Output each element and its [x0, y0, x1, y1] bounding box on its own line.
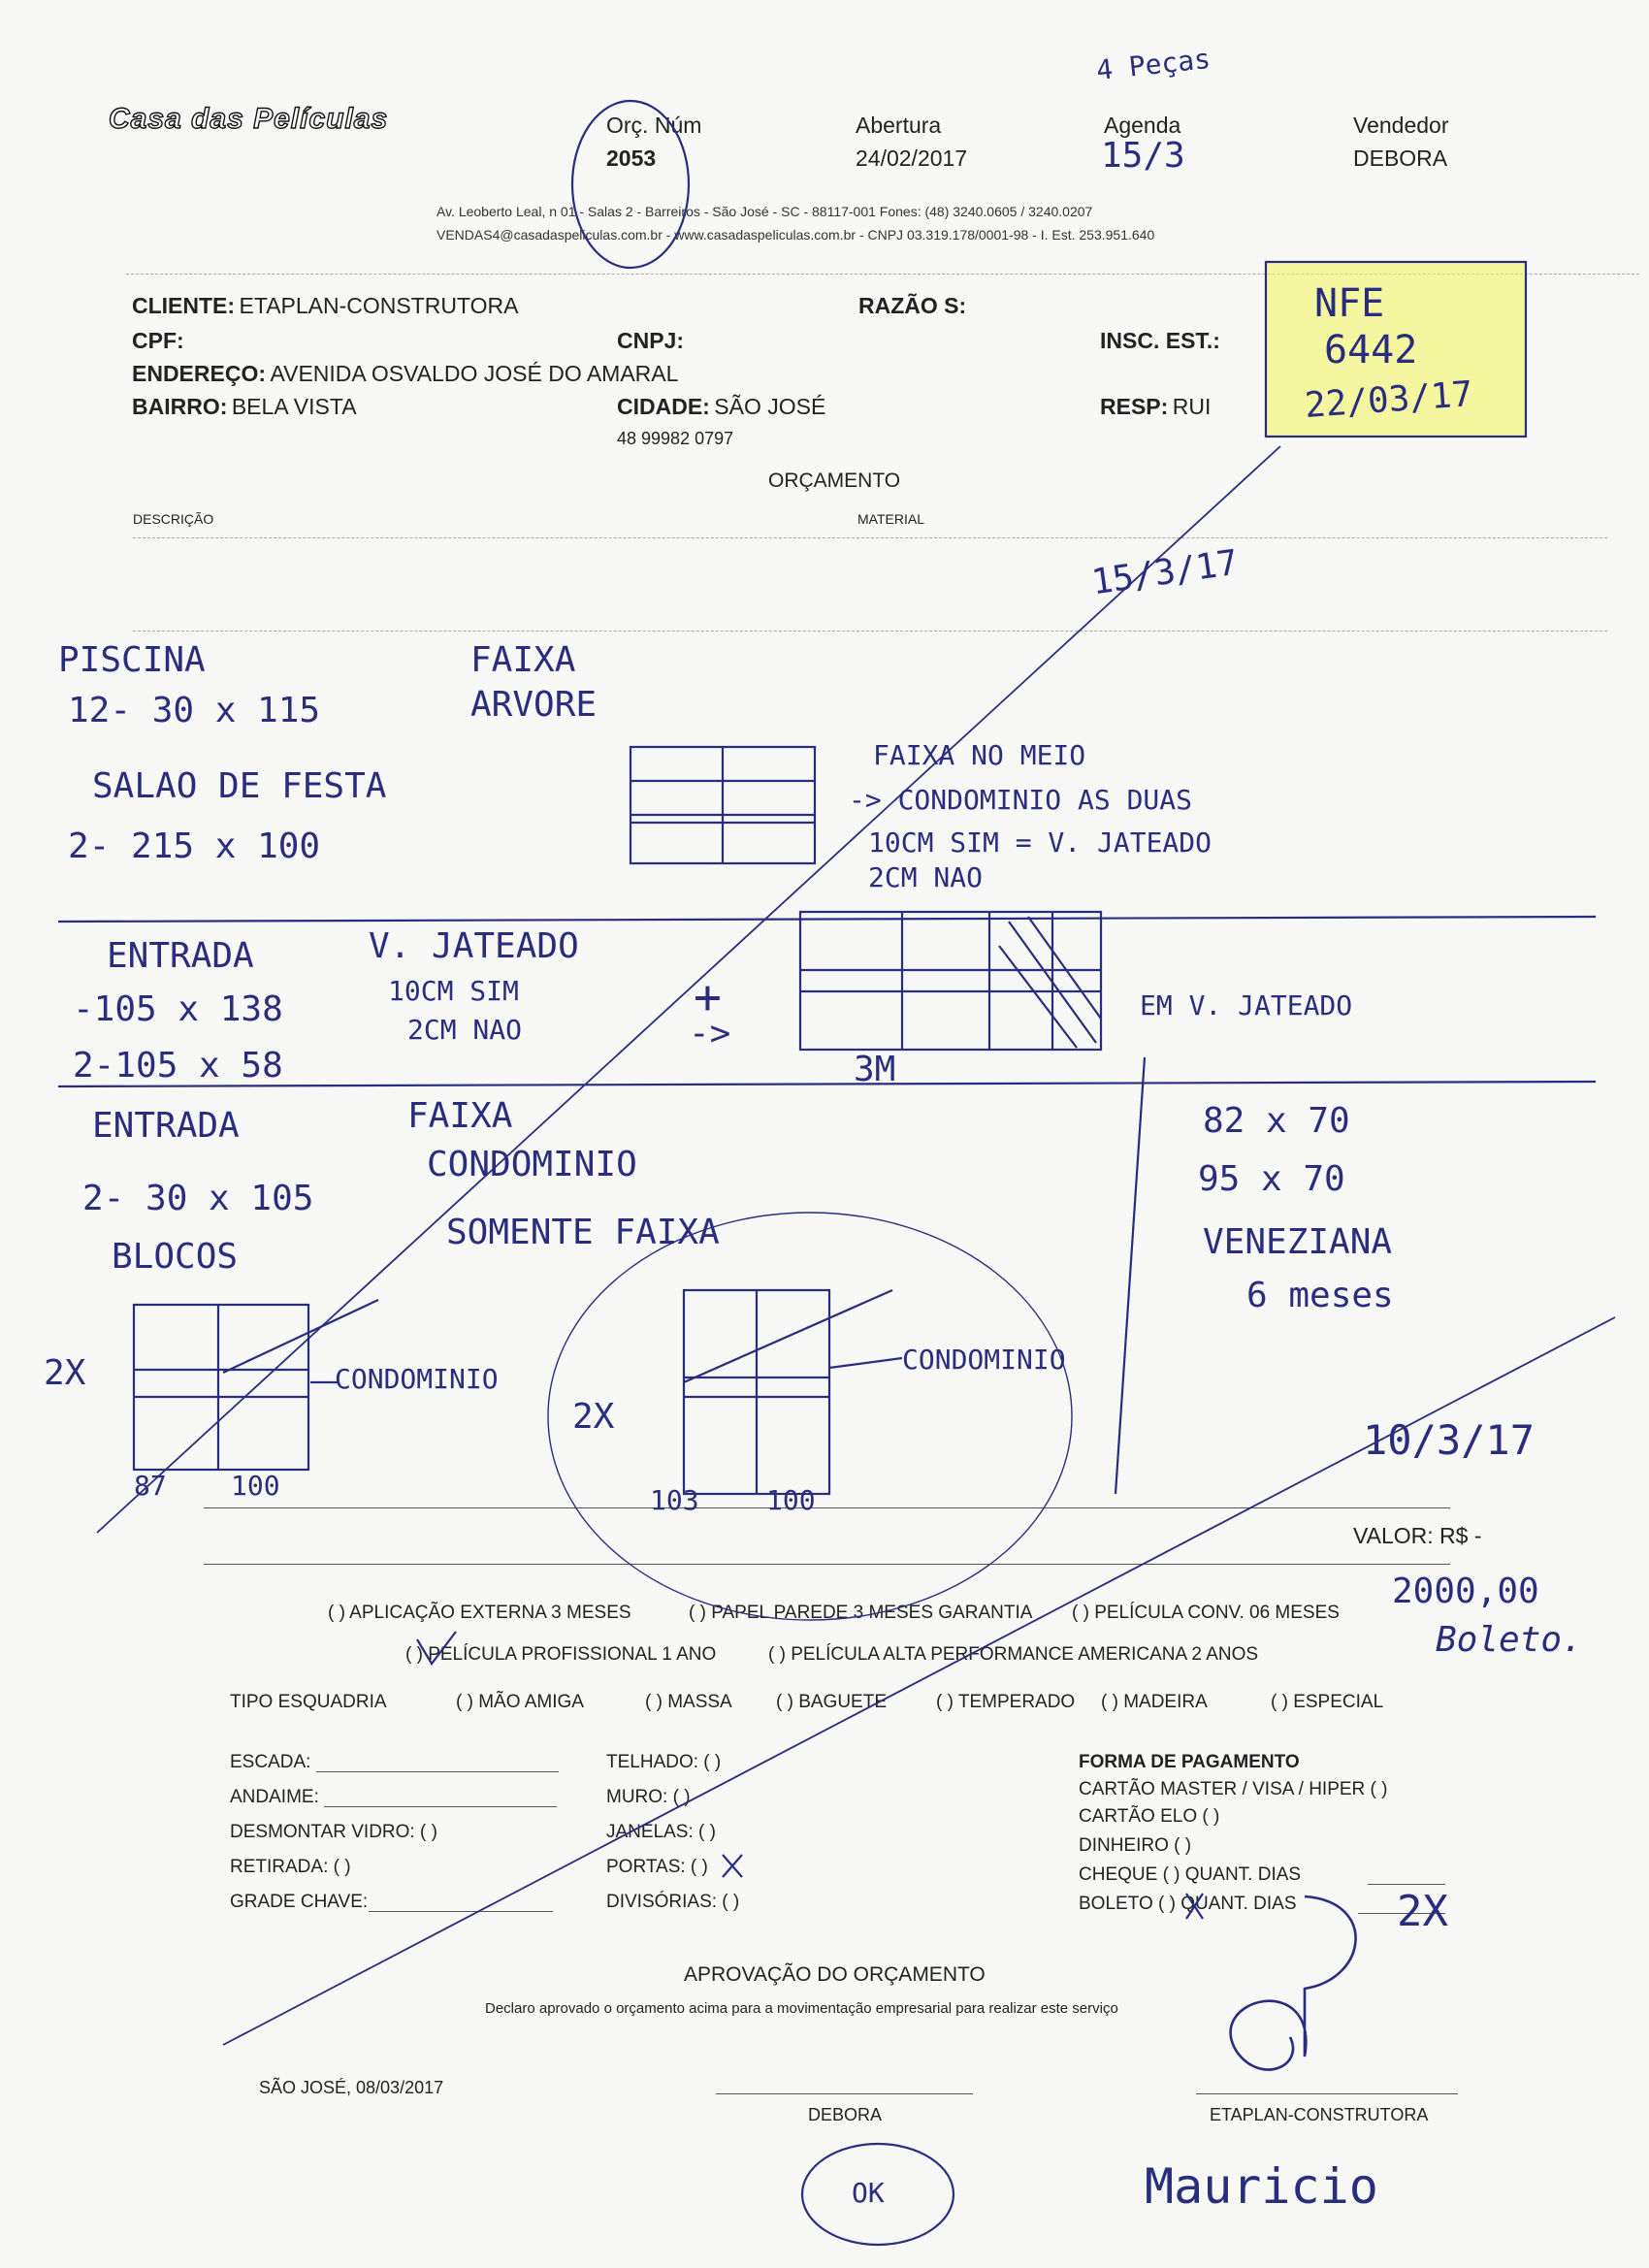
- hw-sep-2: [58, 1082, 1596, 1086]
- hw-agenda-date: 15/3: [1101, 136, 1185, 176]
- cidade-label: CIDADE:: [617, 394, 710, 419]
- hw-cond-left: CONDOMINIO: [335, 1363, 499, 1395]
- insc-label: INSC. EST.:: [1100, 328, 1220, 353]
- hw-cond-right: CONDOMINIO: [902, 1344, 1066, 1376]
- entrada-diagram: [800, 912, 1101, 1050]
- bairro-value: BELA VISTA: [231, 394, 357, 419]
- hw-faixa-2: FAIXA: [407, 1096, 513, 1136]
- hw-note-2: -> CONDOMINIO AS DUAS: [849, 784, 1193, 816]
- opt-papel-parede[interactable]: ( ) PAPEL PAREDE 3 MESES GARANTIA: [689, 1603, 1033, 1623]
- hw-signature-name: Mauricio: [1145, 2158, 1378, 2215]
- hw-entrada-1: ENTRADA: [107, 936, 254, 976]
- opt-pelicula-conv[interactable]: ( ) PELÍCULA CONV. 06 MESES: [1072, 1603, 1340, 1623]
- desmontar-vidro-field[interactable]: DESMONTAR VIDRO: ( ): [230, 1822, 437, 1842]
- retirada-field[interactable]: RETIRADA: ( ): [230, 1857, 351, 1877]
- hw-nfe-date: 22/03/17: [1303, 374, 1474, 426]
- company-address: Av. Leoberto Leal, n 01 - Salas 2 - Barreiros - São José - SC - 88117-001 Fones: (48) 3240.0605 / 3240.0207: [436, 204, 1093, 219]
- hw-plus: +: [694, 970, 722, 1024]
- pay-cartao-elo[interactable]: CARTÃO ELO ( ): [1079, 1806, 1220, 1827]
- tipo-massa[interactable]: ( ) MASSA: [645, 1692, 732, 1712]
- vendedor-label: Vendedor: [1353, 113, 1449, 138]
- abertura-label: Abertura: [856, 113, 942, 138]
- approval-title: APROVAÇÃO DO ORÇAMENTO: [684, 1963, 986, 1986]
- abertura-date: 24/02/2017: [856, 146, 968, 171]
- client-signature-name: ETAPLAN-CONSTRUTORA: [1210, 2105, 1429, 2124]
- muro-field[interactable]: MURO: ( ): [606, 1787, 691, 1807]
- hw-dim-d: 82 x 70: [1203, 1101, 1350, 1141]
- pay-cartao-master[interactable]: CARTÃO MASTER / VISA / HIPER ( ): [1079, 1779, 1388, 1799]
- hw-date-2: 10/3/17: [1363, 1416, 1536, 1464]
- hw-note-1: FAIXA NO MEIO: [873, 739, 1086, 771]
- cliente-label: CLIENTE:: [132, 293, 236, 318]
- tipo-mao-amiga[interactable]: ( ) MÃO AMIGA: [456, 1692, 584, 1712]
- cnpj-label: CNPJ:: [617, 328, 685, 353]
- resp-label: RESP:: [1100, 394, 1169, 419]
- escada-field[interactable]: ESCADA:: [230, 1752, 311, 1772]
- endereco-label: ENDEREÇO:: [132, 361, 267, 386]
- approval-text: Declaro aprovado o orçamento acima para a movimentação empresarial para realizar este serviço: [485, 2000, 1118, 2017]
- client-phone: 48 99982 0797: [617, 429, 734, 448]
- hw-nfe: NFE: [1314, 281, 1385, 326]
- hw-valor: 2000,00: [1392, 1571, 1539, 1611]
- hw-date-1: 15/3/17: [1088, 542, 1241, 603]
- material-label: MATERIAL: [857, 511, 924, 527]
- bairro-label: BAIRRO:: [132, 394, 228, 419]
- hw-boleto: Boleto.: [1436, 1620, 1583, 1660]
- hw-pecas: 4 Peças: [1094, 42, 1212, 87]
- hw-nfe-num: 6442: [1324, 328, 1418, 373]
- janelas-field[interactable]: JANELAS: ( ): [606, 1822, 716, 1842]
- hw-dim-e: 95 x 70: [1198, 1159, 1345, 1199]
- hw-m100a: 100: [231, 1470, 280, 1502]
- telhado-field[interactable]: TELHADO: ( ): [606, 1752, 722, 1772]
- hw-em-vj: EM V. JATEADO: [1140, 989, 1353, 1021]
- orcamento-title: ORÇAMENTO: [768, 470, 901, 492]
- brand-logo: Casa das Películas: [109, 103, 389, 135]
- hw-condominio: CONDOMINIO: [427, 1145, 637, 1184]
- bloco-diagram-left: [134, 1305, 308, 1470]
- hw-salao: SALAO DE FESTA: [92, 766, 387, 806]
- tipo-madeira[interactable]: ( ) MADEIRA: [1101, 1692, 1208, 1712]
- vendedor-name: DEBORA: [1353, 146, 1448, 171]
- hw-somente-faixa: SOMENTE FAIXA: [446, 1213, 720, 1252]
- cliente-value: ETAPLAN-CONSTRUTORA: [239, 293, 519, 318]
- hw-dim-a: -105 x 138: [73, 989, 283, 1029]
- opt-pelicula-alta-performance[interactable]: ( ) PELÍCULA ALTA PERFORMANCE AMERICANA 2 ANOS: [768, 1644, 1259, 1665]
- hw-connector: [1116, 1057, 1145, 1494]
- grade-chave-field[interactable]: GRADE CHAVE:: [230, 1892, 369, 1912]
- hatch-lines: [999, 917, 1101, 1048]
- opt-pelicula-profissional[interactable]: ( ) PELÍCULA PROFISSIONAL 1 ANO: [405, 1644, 717, 1665]
- hw-piscina-dim: 12- 30 x 115: [68, 691, 321, 730]
- check-profissional: [417, 1632, 456, 1664]
- pay-dinheiro[interactable]: DINHEIRO ( ): [1079, 1835, 1192, 1856]
- hw-note-3: 10CM SIM = V. JATEADO: [868, 826, 1212, 859]
- hw-entrada-2: ENTRADA: [92, 1106, 240, 1146]
- razao-label: RAZÃO S:: [858, 293, 967, 318]
- hw-seis-meses: 6 meses: [1246, 1276, 1394, 1315]
- hw-dim-c: 2- 30 x 105: [82, 1179, 314, 1218]
- orc-number: 2053: [606, 146, 657, 171]
- order-circle: [572, 101, 689, 268]
- client-signature-scribble: [1231, 1896, 1356, 2070]
- hw-m103: 103: [650, 1484, 699, 1516]
- tipo-especial[interactable]: ( ) ESPECIAL: [1271, 1692, 1384, 1712]
- hw-sep-1: [58, 917, 1596, 922]
- check-portas: [723, 1855, 742, 1877]
- hw-2x-right: 2X: [572, 1397, 615, 1437]
- cpf-label: CPF:: [132, 328, 184, 353]
- hw-arvore: ARVORE: [470, 685, 598, 725]
- portas-field[interactable]: PORTAS: ( ): [606, 1857, 708, 1877]
- tipo-baguete[interactable]: ( ) BAGUETE: [776, 1692, 888, 1712]
- endereco-value: AVENIDA OSVALDO JOSÉ DO AMARAL: [270, 361, 679, 386]
- pay-cheque[interactable]: CHEQUE ( ) QUANT. DIAS: [1079, 1864, 1302, 1885]
- hw-faixa-top: FAIXA: [470, 640, 576, 680]
- cidade-value: SÃO JOSÉ: [714, 394, 826, 419]
- hw-sim-10: 10CM SIM: [388, 975, 519, 1007]
- hw-nao-2: 2CM NAO: [407, 1014, 523, 1046]
- pay-boleto[interactable]: BOLETO ( ) QUANT. DIAS: [1079, 1894, 1297, 1914]
- hw-m100b: 100: [766, 1484, 816, 1516]
- hw-vjateado: V. JATEADO: [369, 926, 579, 966]
- hw-3m: 3M: [854, 1050, 896, 1089]
- hw-salao-dim: 2- 215 x 100: [68, 826, 321, 866]
- resp-value: RUI: [1172, 394, 1212, 419]
- opt-aplicacao-externa[interactable]: ( ) APLICAÇÃO EXTERNA 3 MESES: [328, 1603, 631, 1623]
- company-contact: VENDAS4@casadaspeliculas.com.br - www.casadaspeliculas.com.br - CNPJ 03.319.178/0001-98 - I. Est. 253.951.640: [436, 227, 1155, 243]
- hw-ok: OK: [852, 2177, 885, 2209]
- tipo-temperado[interactable]: ( ) TEMPERADO: [936, 1692, 1076, 1712]
- payment-title: FORMA DE PAGAMENTO: [1079, 1752, 1300, 1772]
- hw-veneziana: VENEZIANA: [1203, 1222, 1393, 1262]
- orc-label: Orç. Núm: [606, 113, 702, 138]
- check-boleto: [1186, 1894, 1203, 1919]
- agenda-label: Agenda: [1104, 113, 1181, 138]
- hw-dim-b: 2-105 x 58: [73, 1046, 283, 1085]
- descricao-label: DESCRIÇÃO: [133, 511, 214, 527]
- seller-signature-name: DEBORA: [808, 2105, 883, 2124]
- hw-piscina: PISCINA: [58, 640, 206, 680]
- valor-label: VALOR: R$ -: [1353, 1523, 1482, 1548]
- hw-m87: 87: [134, 1470, 167, 1502]
- hw-2x-left: 2X: [44, 1353, 86, 1393]
- hw-pay-2x: 2X: [1397, 1887, 1448, 1936]
- hw-arrow: ->: [689, 1014, 731, 1053]
- andaime-field[interactable]: ANDAIME:: [230, 1787, 319, 1807]
- hw-blocos: BLOCOS: [112, 1237, 239, 1277]
- divisorias-field[interactable]: DIVISÓRIAS: ( ): [606, 1892, 740, 1912]
- bloco-circle: [548, 1213, 1072, 1620]
- tipo-esquadria-label: TIPO ESQUADRIA: [230, 1692, 387, 1712]
- hw-note-4: 2CM NAO: [868, 861, 984, 893]
- place-date: SÃO JOSÉ, 08/03/2017: [259, 2078, 444, 2097]
